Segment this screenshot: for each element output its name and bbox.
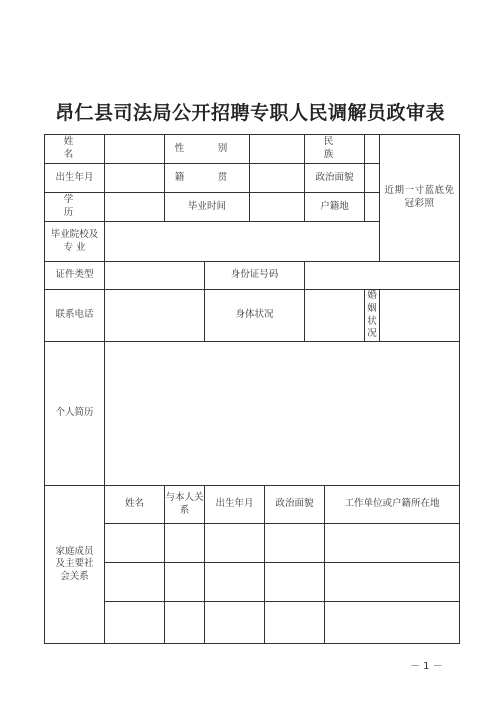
label-graduation-time: 毕业时间: [165, 193, 250, 222]
label-native-place: 籍 贯: [165, 164, 250, 193]
field-health[interactable]: [305, 290, 365, 342]
family-header-birth: 出生年月: [205, 486, 265, 524]
label-name: 姓 名: [45, 135, 105, 164]
field-household-registration[interactable]: [365, 193, 380, 222]
field-marital-status[interactable]: [380, 290, 460, 342]
field-phone[interactable]: [105, 290, 205, 342]
family-header-relation: 与本人关系: [165, 486, 205, 524]
label-birth: 出生年月: [45, 164, 105, 193]
label-gender: 性 别: [165, 135, 250, 164]
field-id-type[interactable]: [105, 262, 205, 290]
family-cell-workplace[interactable]: [325, 563, 460, 602]
family-cell-political[interactable]: [265, 524, 325, 563]
label-ethnicity: 民 族: [305, 135, 365, 164]
page-title: 昂仁县司法局公开招聘专职人民调解员政审表: [54, 102, 445, 124]
label-household-registration: 户籍地: [305, 193, 365, 222]
label-health: 身体状况: [205, 290, 305, 342]
label-marital-status: 婚姻状况: [365, 290, 380, 342]
label-resume: 个人简历: [45, 342, 105, 486]
family-cell-relation[interactable]: [165, 524, 205, 563]
family-cell-birth[interactable]: [205, 524, 265, 563]
field-birth[interactable]: [105, 164, 165, 193]
photo-box: 近期一寸蓝底免冠彩照: [380, 135, 460, 262]
field-resume[interactable]: [105, 342, 460, 486]
page-number: － 1 －: [410, 661, 443, 672]
field-graduation-time[interactable]: [250, 193, 305, 222]
family-cell-political[interactable]: [265, 602, 325, 644]
field-native-place[interactable]: [250, 164, 305, 193]
field-political-status[interactable]: [365, 164, 380, 193]
label-id-number: 身份证号码: [205, 262, 305, 290]
field-name[interactable]: [105, 135, 165, 164]
family-cell-name[interactable]: [105, 563, 165, 602]
family-cell-relation[interactable]: [165, 563, 205, 602]
family-cell-workplace[interactable]: [325, 602, 460, 644]
family-cell-name[interactable]: [105, 524, 165, 563]
family-cell-political[interactable]: [265, 563, 325, 602]
label-school-major: 毕业院校及 专 业: [45, 222, 105, 262]
family-cell-birth[interactable]: [205, 563, 265, 602]
field-gender[interactable]: [250, 135, 305, 164]
label-id-type: 证件类型: [45, 262, 105, 290]
family-cell-birth[interactable]: [205, 602, 265, 644]
family-header-workplace: 工作单位或户籍所在地: [325, 486, 460, 524]
label-political-status: 政治面貌: [305, 164, 365, 193]
label-phone: 联系电话: [45, 290, 105, 342]
field-education[interactable]: [105, 193, 165, 222]
field-id-number[interactable]: [305, 262, 460, 290]
field-school-major[interactable]: [105, 222, 380, 262]
family-cell-name[interactable]: [105, 602, 165, 644]
family-cell-relation[interactable]: [165, 602, 205, 644]
label-family: 家庭成员及主要社会关系: [45, 486, 105, 644]
family-cell-workplace[interactable]: [325, 524, 460, 563]
family-header-name: 姓名: [105, 486, 165, 524]
review-form-table: [44, 134, 460, 644]
family-header-political: 政治面貌: [265, 486, 325, 524]
label-education: 学 历: [45, 193, 105, 222]
